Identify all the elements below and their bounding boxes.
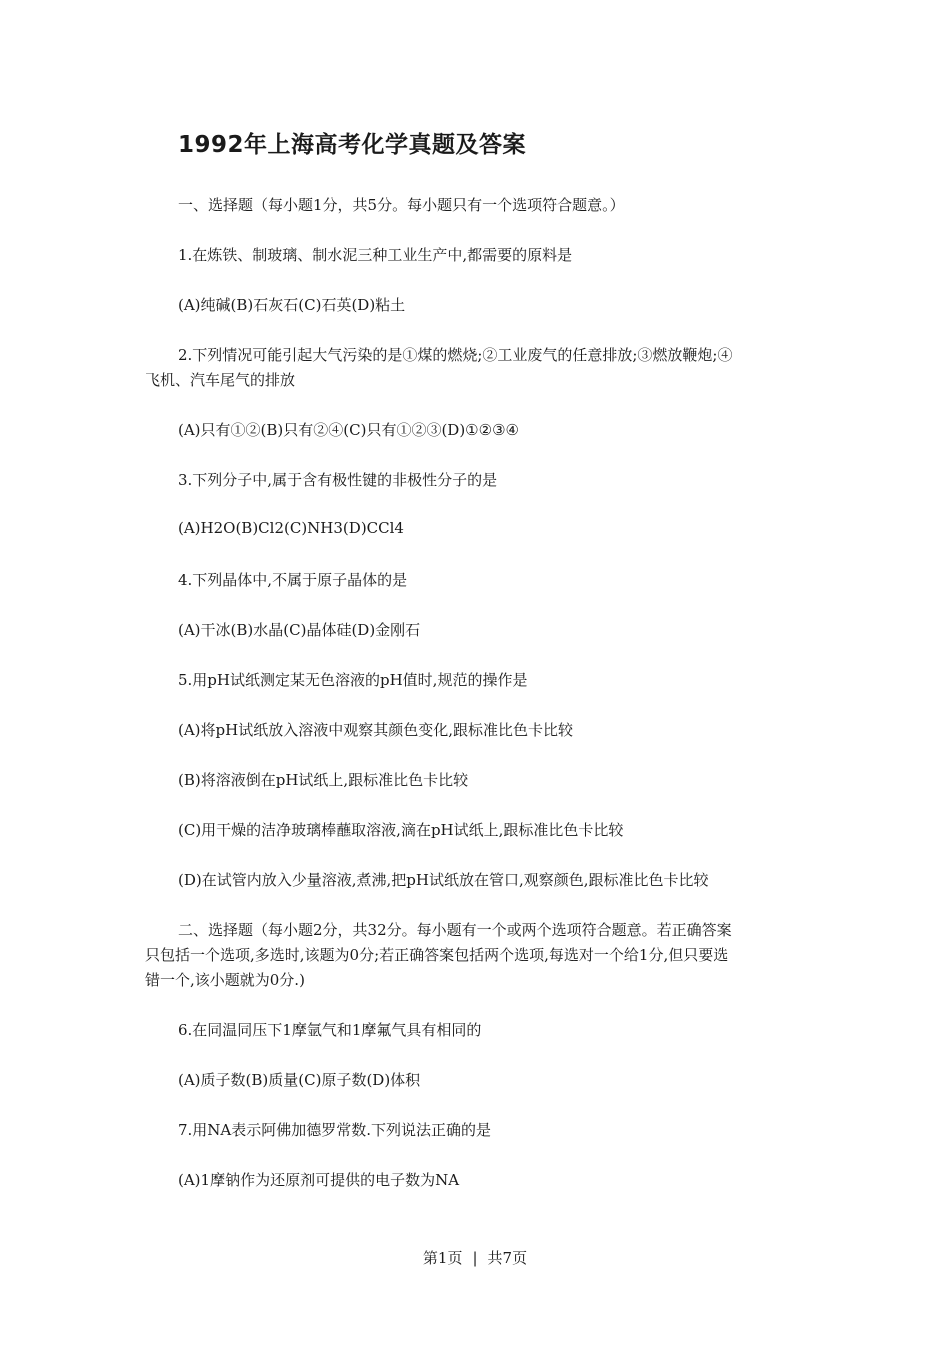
question-7: 7.用NA表示阿佛加德罗常数.下列说法正确的是 (178, 1121, 492, 1139)
question-3-options: (A)H2O(B)Cl2(C)NH3(D)CCl4 (178, 519, 404, 537)
question-5-option-c: (C)用干燥的洁净玻璃棒蘸取溶液,滴在pH试纸上,跟标准比色卡比较 (178, 821, 624, 839)
question-4-options: (A)干冰(B)水晶(C)晶体硅(D)金刚石 (178, 621, 421, 639)
footer-separator: | (472, 1249, 478, 1267)
question-1-options: (A)纯碱(B)石灰石(C)石英(D)粘土 (178, 296, 406, 314)
question-4: 4.下列晶体中,不属于原子晶体的是 (178, 571, 408, 589)
question-2-continued: 飞机、汽车尾气的排放 (145, 371, 296, 389)
section-2-heading-continued: 只包括一个选项,多选时,该题为0分;若正确答案包括两个选项,每选对一个给1分,但只要选 (145, 946, 729, 964)
page-footer (0, 1247, 950, 1268)
question-1: 1.在炼铁、制玻璃、制水泥三种工业生产中,都需要的原料是 (178, 246, 573, 264)
question-5-option-b: (B)将溶液倒在pH试纸上,跟标准比色卡比较 (178, 771, 469, 789)
document-title: 1992年上海高考化学真题及答案 (178, 132, 527, 158)
question-5-option-d: (D)在试管内放入少量溶液,煮沸,把pH试纸放在管口,观察颜色,跟标准比色卡比较 (178, 871, 709, 889)
question-2: 2.下列情况可能引起大气污染的是①煤的燃烧;②工业废气的任意排放;③燃放鞭炮;④ (178, 346, 733, 364)
question-5: 5.用pH试纸测定某无色溶液的pH值时,规范的操作是 (178, 671, 528, 689)
question-5-option-a: (A)将pH试纸放入溶液中观察其颜色变化,跟标准比色卡比较 (178, 721, 573, 739)
page-total: 共7页 (487, 1249, 528, 1267)
question-7-option-a: (A)1摩钠作为还原剂可提供的电子数为NA (178, 1171, 460, 1189)
section-1-heading: 一、选择题（每小题1分，共5分。每小题只有一个选项符合题意。） (178, 196, 625, 214)
section-2-heading-end: 错一个,该小题就为0分.) (145, 971, 305, 989)
question-6-options: (A)质子数(B)质量(C)原子数(D)体积 (178, 1071, 421, 1089)
section-2-heading: 二、选择题（每小题2分，共32分。每小题有一个或两个选项符合题意。若正确答案 (178, 921, 732, 939)
page-number: 第1页 (422, 1249, 463, 1267)
question-6: 6.在同温同压下1摩氩气和1摩氟气具有相同的 (178, 1021, 482, 1039)
question-3: 3.下列分子中,属于含有极性键的非极性分子的是 (178, 471, 498, 489)
question-2-options: (A)只有①②(B)只有②④(C)只有①②③(D)①②③④ (178, 421, 519, 439)
